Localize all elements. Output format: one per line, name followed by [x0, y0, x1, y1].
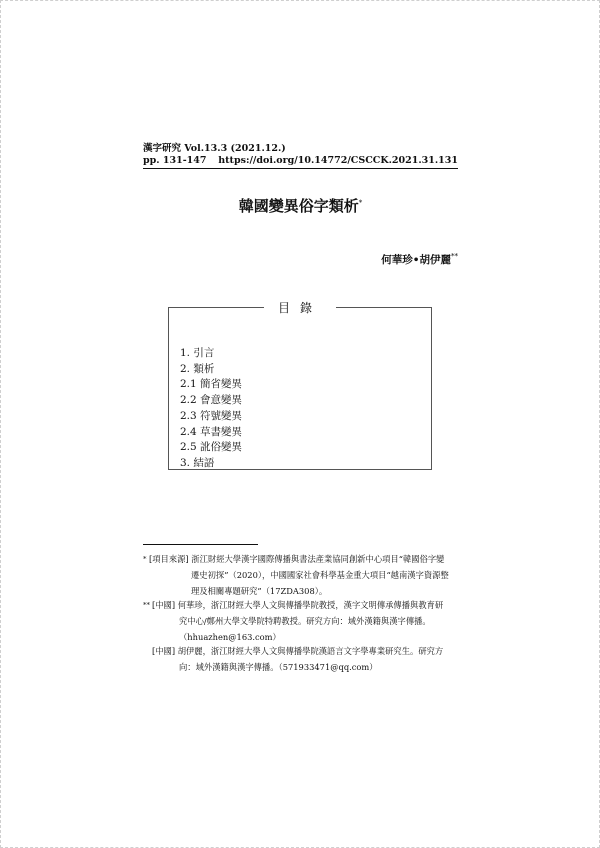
footnote-email: （hhuazhen@163.com） — [179, 632, 281, 642]
page-range: pp. 131-147 — [143, 155, 207, 166]
footnote-line: [中國] 胡伊麗，浙江財經大學人文與傳播學院漢語言文字學專業研究生。研究方 — [152, 646, 444, 656]
toc-item: 2.3 符號變異 — [180, 409, 243, 422]
footnote-author-2 — [143, 643, 461, 675]
author-footnote-mark: ** — [451, 252, 458, 261]
footnote-line: 遷史初探”（2020），中國國家社會科學基金重大項目“越南漢字資源整 — [191, 570, 449, 580]
footnote-divider — [143, 544, 258, 545]
toc-item: 2.5 訛俗變異 — [180, 441, 243, 454]
footnote-author-1 — [143, 597, 461, 645]
toc-item: 1. 引言 — [180, 347, 215, 359]
toc-item: 2.4 草書變異 — [180, 425, 243, 438]
title-footnote-mark: * — [358, 199, 363, 207]
toc-item: 2. 類析 — [180, 362, 215, 375]
article-title — [143, 195, 458, 216]
footnote-mark: ** — [143, 601, 150, 609]
footnote-line: 究中心/鄭州大學文學院特聘教授。研究方向：域外漢籍與漢字傳播。 — [179, 616, 431, 626]
footnote-mark: * — [143, 555, 147, 563]
author-text: 何華珍•胡伊麗 — [381, 254, 451, 266]
toc-heading: 目錄 — [264, 299, 336, 316]
toc-item: 2.1 簡省變異 — [180, 378, 243, 391]
toc-item: 2.2 會意變異 — [180, 394, 243, 407]
footnote-line: [項目來源] 浙江財經大學漢字國際傳播與書法產業協同創新中心項目“韓國俗字變 — [149, 554, 445, 564]
footnote-project — [143, 551, 461, 599]
title-text: 韓國變異俗字類析 — [238, 197, 359, 215]
author-names — [381, 252, 458, 267]
doi-link[interactable]: https://doi.org/10.14772/CSCCK.2021.31.131 — [218, 155, 458, 166]
toc-list — [180, 346, 242, 472]
journal-header-line — [143, 155, 458, 169]
footnote-line: [中國] 何華珍，浙江財經大學人文與傳播學院教授，漢字文明傳承傳播與教育研 — [152, 600, 444, 610]
footnote-line: 理及相關專題研究”（17ZDA308）。 — [191, 586, 328, 596]
table-of-contents — [168, 301, 432, 470]
toc-item: 3. 結語 — [180, 456, 215, 469]
footnote-line: 向：域外漢籍與漢字傳播。（571933471@qq.com） — [179, 662, 378, 672]
journal-info: 漢字研究 Vol.13.3 (2021.12.) — [143, 143, 286, 154]
